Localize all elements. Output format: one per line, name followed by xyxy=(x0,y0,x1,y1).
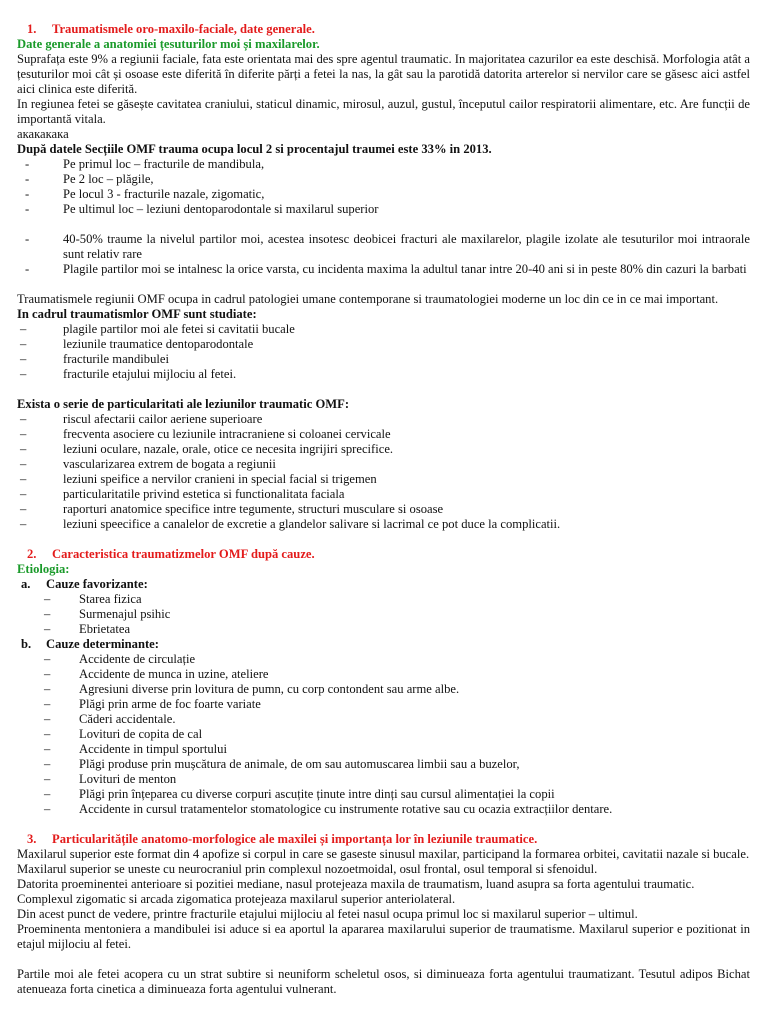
list-item: – Starea fizica xyxy=(44,592,142,606)
list-item: – leziuni oculare, nazale, orale, otice ce necesita ingrijiri sprecifice. xyxy=(20,442,394,456)
paragraph: Maxilarul superior este format din 4 apofize si corpul in care se gaseste sinusul maxilar, participand la formarea orbitei, cavitatii nazale si bucale. xyxy=(17,847,750,861)
list-item: – Accidente in timpul sportului xyxy=(44,742,227,756)
list-item: – plagile partilor moi ale fetei si cavitatii bucale xyxy=(20,322,295,336)
section-3-title: Particularitățile anatomo-morfologice ale maxilei și importanța lor în leziunile traumatice. xyxy=(52,832,538,846)
list-item: – Accidente de circulație xyxy=(44,652,196,666)
section-1-number: 1. xyxy=(27,22,37,36)
document-page xyxy=(17,22,750,997)
list-item: – Plăgi prin arme de foc foarte variate xyxy=(44,697,261,711)
subheading-cauze-favorizante: a. Cauze favorizante: xyxy=(21,577,148,591)
paragraph: Traumatismele regiunii OMF ocupa in cadrul patologiei umane contemporane si traumatologiei moderne un loc din ce in ce mai important. xyxy=(17,292,719,306)
list-item: – Agresiuni diverse prin lovitura de pumn, cu corp contondent sau arme albe. xyxy=(44,682,460,696)
list-traume-locuri xyxy=(17,157,750,217)
section-1-heading xyxy=(17,22,750,37)
list-item: – vascularizarea extrem de bogata a regiunii xyxy=(20,457,276,471)
paragraph: Proeminenta mentoniera a mandibulei isi aduce si ea aportul la apararea maxilarului superior de traumatisme. Maxilarul superior e pozitionat in etajul mijlociu al fetei. xyxy=(17,922,750,951)
list-item: – Plăgi prin înțeparea cu diverse corpuri ascuțite ținute intre dinți sau cursul alimentației la copii xyxy=(44,787,555,801)
paragraph-bold: Exista o serie de particularitati ale leziunilor traumatic OMF: xyxy=(17,397,350,411)
section-1-title: Traumatismele oro-maxilo-faciale, date generale. xyxy=(52,22,315,36)
list-cauze-favorizante xyxy=(17,592,750,637)
paragraph: Suprafața este 9% a regiunii faciale, fata este orientata mai des spre agentul traumatic. In majoritatea cazurilor ea este deschisă. Morfologia atât a țesuturilor moi cât și osoase este diferită în diferite părți a fetei la nas, la gât sau la parotidă datorita arterelor si nervilor care se găsesc aici astfel aici clinica este diferită. xyxy=(17,52,750,96)
list-item: – raporturi anatomice specifice intre tegumente, structuri musculare si osoase xyxy=(20,502,444,516)
list-item: – leziuni speecifice a canalelor de excretie a glandelor salivare si lacrimal ce pot duce la complicatii. xyxy=(20,517,561,531)
list-item: – Ebrietatea xyxy=(44,622,131,636)
section-1-subtitle: Date generale a anatomiei țesuturilor moi și maxilarelor. xyxy=(17,37,320,51)
list-item: – fracturile etajului mijlociu al fetei. xyxy=(20,367,237,381)
paragraph: Datorita proeminentei anterioare si pozitiei mediane, nasul protejeaza maxila de traumatism, luand asupra sa forta agentului traumatic. xyxy=(17,877,695,891)
list-item: - Pe primul loc – fracturile de mandibula, xyxy=(25,157,265,171)
list-item: – Accidente in cursul tratamentelor stomatologice cu instrumente rotative sau cu ocazia extracțiilor dentare. xyxy=(44,802,613,816)
paragraph-bold: După datele Secțiile OMF trauma ocupa locul 2 si procentajul traumei este 33% in 2013. xyxy=(17,142,492,156)
list-studiate xyxy=(17,322,750,382)
paragraph: Partile moi ale fetei acopera cu un strat subtire si neuniform scheletul osos, si diminueaza forta agentului traumatizant. Tesutul adipos Bichat atenueaza forta cinetica a diminueaza forta agentului vulnerant. xyxy=(17,967,750,996)
list-particularitati xyxy=(17,412,750,532)
list-item: – particularitatile privind estetica si functionalitata faciala xyxy=(20,487,345,501)
list-item: – riscul afectarii cailor aeriene superioare xyxy=(20,412,263,426)
list-item: – fracturile mandibulei xyxy=(20,352,169,366)
section-2-heading xyxy=(17,547,750,562)
section-3-number: 3. xyxy=(27,832,37,846)
list-item: – Plăgi produse prin mușcătura de animale, de om sau automuscarea limbii sau a buzelor, xyxy=(44,757,520,771)
list-item: – leziunile traumatice dentoparodontale xyxy=(20,337,254,351)
paragraph: In regiunea fetei se găsește cavitatea craniului, staticul dinamic, mirosul, auzul, gustul, începutul cailor respiratorii alimentare, etc. Are funcții de importantă vitala. xyxy=(17,97,750,126)
paragraph: Complexul zigomatic si arcada zigomatica protejeaza maxilarul superior anteriolateral. xyxy=(17,892,456,906)
list-item: – Accidente de munca in uzine, ateliere xyxy=(44,667,269,681)
section-2-number: 2. xyxy=(27,547,37,561)
list-item: – frecventa asociere cu leziunile intracraniene si coloanei cervicale xyxy=(20,427,391,441)
list-item: - Pe locul 3 - fracturile nazale, zigomatic, xyxy=(25,187,265,201)
paragraph-bold: In cadrul traumatismlor OMF sunt studiate: xyxy=(17,307,257,321)
list-item: – Căderi accidentale. xyxy=(44,712,176,726)
list-item: - 40-50% traume la nivelul partilor moi, acestea insotesc deobicei fracturi ale maxilarelor, plagile izolate ale tesuturilor moi intraorale sunt relativ rare xyxy=(25,232,750,261)
subheading-cauze-determinante: b. Cauze determinante: xyxy=(21,637,159,651)
list-item: – Lovituri de menton xyxy=(44,772,177,786)
list-item: - Pe ultimul loc – leziuni dentoparodontale si maxilarul superior xyxy=(25,202,379,216)
list-cauze-determinante xyxy=(17,652,750,817)
section-3-heading xyxy=(17,832,750,847)
paragraph: акакакака xyxy=(17,127,69,141)
list-item: – Lovituri de copita de cal xyxy=(44,727,203,741)
section-2-subtitle: Etiologia: xyxy=(17,562,70,576)
paragraph: Maxilarul superior se uneste cu neurocraniul prin complexul nozoetmoidal, osul frontal, osul temporal si sfenoidul. xyxy=(17,862,598,876)
list-item: - Pe 2 loc – plăgile, xyxy=(25,172,154,186)
list-item: – Surmenajul psihic xyxy=(44,607,171,621)
list-item: – leziuni speifice a nervilor cranieni in special facial si trigemen xyxy=(20,472,377,486)
list-traume-parti-moi xyxy=(17,232,750,277)
list-item: - Plagile partilor moi se intalnesc la orice varsta, cu incidenta maxima la adultul tanar intre 20-40 ani si in peste 80% din cazuri la barbati xyxy=(25,262,747,276)
section-2-title: Caracteristica traumatizmelor OMF după cauze. xyxy=(52,547,315,561)
paragraph: Din acest punct de vedere, printre fracturile etajului mijlociu al fetei nasul ocupa primul loc si maxilarul superior – ultimul. xyxy=(17,907,638,921)
